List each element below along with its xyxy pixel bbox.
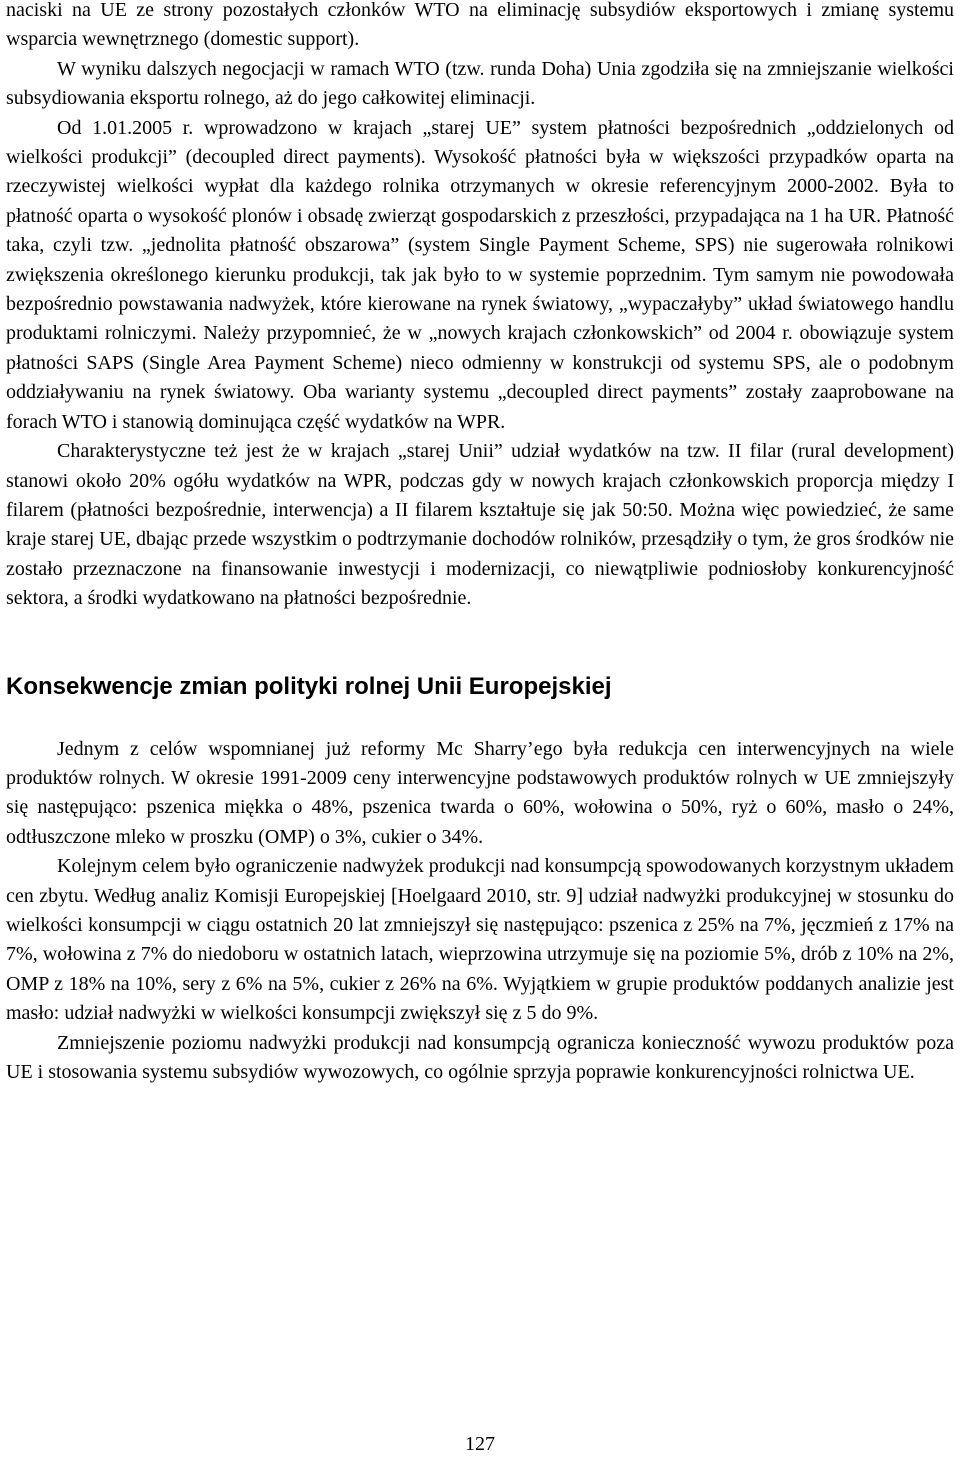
paragraph-second-pillar: Charakterystyczne też jest że w krajach „starej Unii” udział wydatków na tzw. II filar (rural development) stanowi około 20% ogółu wydatków na WPR, podczas gdy w nowych krajach członkowskich proporcja między I filarem (płatności bezpośrednie, interwencja) a II filarem kształtuje się jak 50:50. Można więc powiedzieć, że same kraje starej UE, dbając przede wszystkim o podtrzymanie dochodów rolników, przesądziły o tym, że gros środków nie zostało przeznaczone na finansowanie inwestycji i modernizacji, co niewątpliwie podniosłoby konkurencyjność sektora, a środki wydatkowano na płatności bezpośrednie. bbox=[6, 440, 954, 610]
paragraph-doha-round: W wyniku dalszych negocjacji w ramach WTO (tzw. runda Doha) Unia zgodziła się na zmniejszanie wielkości subsydiowania eksportu rolnego, aż do jego całkowitej eliminacji. bbox=[6, 57, 954, 110]
page-number: 127 bbox=[465, 1433, 495, 1455]
paragraph-intervention-prices: Jednym z celów wspomnianej już reformy Mc Sharry’ego była redukcja cen interwencyjnych na wiele produktów rolnych. W okresie 1991-2009 ceny interwencyjne podstawowych produktów rolnych w UE zmniejszyły się następująco: pszenica miękka o 48%, pszenica twarda o 60%, wołowina o 50%, ryż o 60%, masło o 24%, odtłuszczone mleko w proszku (OMP) o 3%, cukier o 34%. bbox=[6, 737, 954, 848]
paragraph-competitiveness: Zmniejszenie poziomu nadwyżki produkcji nad konsumpcją ogranicza konieczność wywozu produktów poza UE i stosowania systemu subsydiów wywozowych, co ogólnie sprzyja poprawie konkurencyjności rolnictwa UE. bbox=[6, 1031, 954, 1083]
paragraph-continuation: naciski na UE ze strony pozostałych członków WTO na eliminację subsydiów eksportowych i zmianę systemu wsparcia wewnętrznego (domestic support). bbox=[6, 0, 954, 51]
document-page bbox=[6, 0, 954, 1087]
paragraph-surplus-reduction: Kolejnym celem było ograniczenie nadwyżek produkcji nad konsumpcją spowodowanych korzystnym układem cen zbytu. Według analiz Komisji Europejskiej [Hoelgaard 2010, str. 9] udział nadwyżki produkcyjnej w stosunku do wielkości konsumpcji w ciągu ostatnich 20 lat zmniejszył się następująco: pszenica z 25% na 7%, jęczmień z 17% na 7%, wołowina z 7% do niedoboru w ostatnich latach, wieprzowina utrzymuje się na poziomie 5%, drób z 10% na 2%, OMP z 18% na 10%, sery z 6% na 5%, cukier z 26% na 6%. Wyjątkiem w grupie produktów poddanych analizie jest masło: udział nadwyżki w wielkości konsumpcji zwiększył się z 5 do 9%. bbox=[6, 855, 954, 1025]
section-heading: Konsekwencje zmian polityki rolnej Unii Europejskiej bbox=[6, 672, 612, 700]
paragraph-decoupled-payments: Od 1.01.2005 r. wprowadzono w krajach „starej UE” system płatności bezpośrednich „oddzielonych od wielkości produkcji” (decoupled direct payments). Wysokość płatności była w większości przypadków oparta na rzeczywistej wielkości wypłat dla każdego rolnika otrzymanych w okresie referencyjnym 2000-2002. Była to płatność oparta o wysokość plonów i obsadę zwierząt gospodarskich z przeszłości, przypadająca na 1 ha UR. Płatność taka, czyli tzw. „jednolita płatność obszarowa” (system Single Payment Scheme, SPS) nie sugerowała rolnikowi zwiększenia określonego kierunku produkcji, tak jak było to w systemie poprzednim. Tym samym nie powodowała bezpośrednio powstawania nadwyżek, które kierowane na rynek światowy, „wypaczałyby” układ światowego handlu produktami rolniczymi. Należy przypomnieć, że w „nowych krajach członkowskich” od 2004 r. obowiązuje system płatności SAPS (Single Area Payment Scheme) nieco odmienny w konstrukcji od systemu SPS, ale o podobnym oddziaływaniu na rynek światowy. Oba warianty systemu „decoupled direct payments” zostały zaaprobowane na forach WTO i stanowią dominująca część wydatków na WPR. bbox=[6, 116, 954, 433]
